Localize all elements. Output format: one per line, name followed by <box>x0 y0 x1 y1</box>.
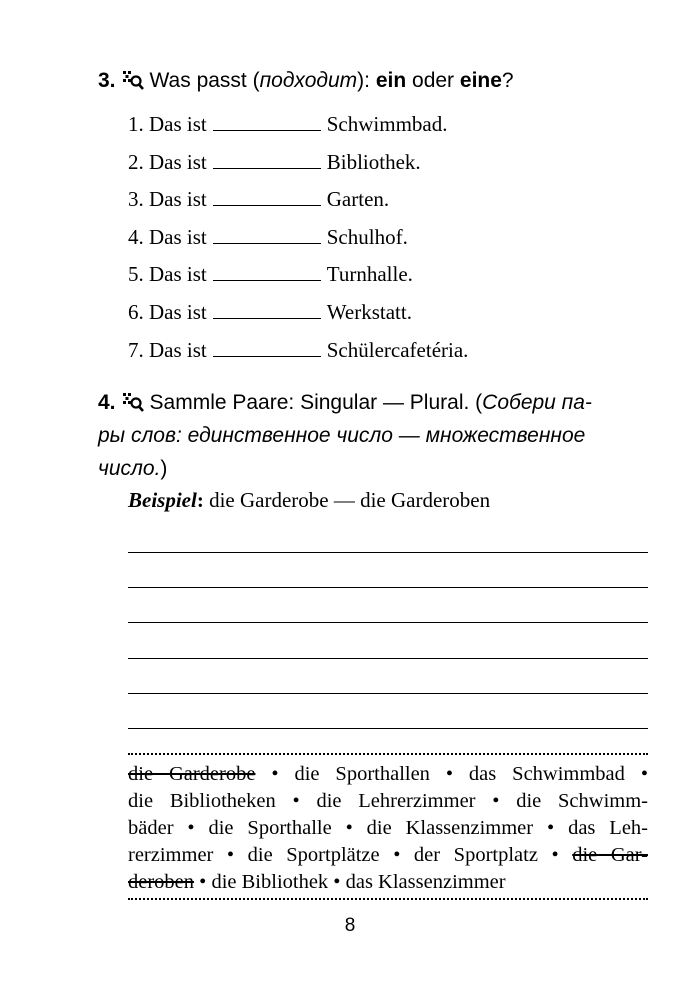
item-number: 4. <box>128 224 144 249</box>
example-text: die Garderobe — die Garderoben <box>203 488 491 512</box>
word-list-text: bäder • die Sporthalle • die Klassenzimmer • das Leh- <box>128 817 648 839</box>
item-prefix: Das ist <box>149 149 207 174</box>
item-number: 3. <box>128 187 144 212</box>
exercise-4-instruction-close: ) <box>160 457 168 480</box>
exercise-3-number: 3. <box>98 69 116 92</box>
word-box-line <box>128 788 648 815</box>
page-number: 8 <box>344 915 356 936</box>
item-prefix: Das ist <box>149 337 207 362</box>
answer-line[interactable] <box>128 552 648 553</box>
word-list-text: rerzimmer • die Sportplätze • der Sportplatz • <box>128 844 573 866</box>
item-prefix: Das ist <box>149 299 207 324</box>
exercise-4-instruction-russian-2: ры слов: единственное число — множественное <box>98 424 586 447</box>
exercise-3-item <box>128 144 648 182</box>
word-box-line <box>128 869 648 896</box>
exercise-3-item <box>128 181 648 219</box>
item-noun: Schulhof. <box>326 224 408 249</box>
word-box-line <box>128 842 648 869</box>
item-noun: Bibliothek. <box>326 149 421 174</box>
item-prefix: Das ist <box>149 187 207 212</box>
exercise-3-question-russian: подходит <box>259 69 358 92</box>
pair-work-magnifier-icon <box>122 70 144 90</box>
item-noun: Werkstatt. <box>326 299 412 324</box>
item-number: 1. <box>128 112 144 136</box>
item-prefix: Das ist <box>149 224 207 249</box>
example-colon: : <box>196 488 204 512</box>
crossed-word: die Gar- <box>572 844 648 866</box>
exercise-4-number: 4. <box>98 391 116 414</box>
item-noun: Schülercafetéria. <box>326 337 469 362</box>
answer-line[interactable] <box>128 728 648 729</box>
exercise-4-heading-line-1 <box>98 386 658 419</box>
item-number: 6. <box>128 299 144 324</box>
exercise-3-question-or: oder <box>406 69 460 92</box>
item-noun: Garten. <box>326 187 390 212</box>
item-noun: Turnhalle. <box>326 262 413 287</box>
answer-blank[interactable] <box>213 109 321 131</box>
exercise-3-list <box>128 106 648 369</box>
word-list-text: • die Bibliothek • das Klassenzimmer <box>194 871 506 893</box>
exercise-4-heading-line-2 <box>98 419 658 452</box>
answer-blank[interactable] <box>213 147 321 169</box>
exercise-4-instruction-german: Sammle Paare: Singular — Plural. ( <box>149 391 483 414</box>
exercise-3-item <box>128 256 648 294</box>
exercise-3-heading <box>98 64 514 97</box>
crossed-word: deroben <box>128 871 195 893</box>
item-prefix: Das ist <box>149 262 207 287</box>
word-box-line <box>128 761 648 788</box>
word-list-text: • die Sporthallen • das Schwimmbad • <box>255 763 648 785</box>
item-prefix: Das ist <box>149 112 207 136</box>
answer-blank[interactable] <box>213 184 321 206</box>
exercise-3-option-ein: ein <box>375 69 407 92</box>
answer-blank[interactable] <box>213 297 321 319</box>
answer-blank[interactable] <box>213 335 321 357</box>
answer-blank[interactable] <box>213 222 321 244</box>
exercise-3-item <box>128 332 648 370</box>
item-noun: Schwimmbad. <box>326 112 448 136</box>
answer-line[interactable] <box>128 587 648 588</box>
item-number: 5. <box>128 262 144 287</box>
exercise-4-instruction-russian-3: число. <box>98 457 161 480</box>
answer-line[interactable] <box>128 693 648 694</box>
crossed-word: die Garderobe <box>128 763 256 785</box>
word-box-line <box>128 815 648 842</box>
pair-work-magnifier-icon <box>122 392 144 412</box>
word-list-text: die Bibliotheken • die Lehrerzimmer • die Schwimm- <box>128 790 648 812</box>
exercise-3-question-end: ? <box>501 69 514 92</box>
exercise-3-question-start: Was passt ( <box>149 69 260 92</box>
exercise-3-option-eine: eine <box>459 69 502 92</box>
answer-blank[interactable] <box>213 259 321 281</box>
exercise-4-instruction-russian-1: Собери па- <box>482 391 592 414</box>
item-number: 2. <box>128 149 144 174</box>
exercise-3-item <box>128 106 648 144</box>
item-number: 7. <box>128 337 144 362</box>
answer-line[interactable] <box>128 622 648 623</box>
word-box-top-border <box>128 753 648 755</box>
exercise-3-item <box>128 219 648 257</box>
exercise-4-heading-line-3 <box>98 452 658 485</box>
example-line <box>128 484 490 516</box>
exercise-3-item <box>128 294 648 332</box>
exercise-4-heading <box>98 386 658 485</box>
example-label: Beispiel <box>128 488 197 512</box>
exercise-3-question-mid: ): <box>357 69 376 92</box>
word-box <box>128 761 648 896</box>
word-box-bottom-border <box>128 898 648 900</box>
answer-line[interactable] <box>128 658 648 659</box>
